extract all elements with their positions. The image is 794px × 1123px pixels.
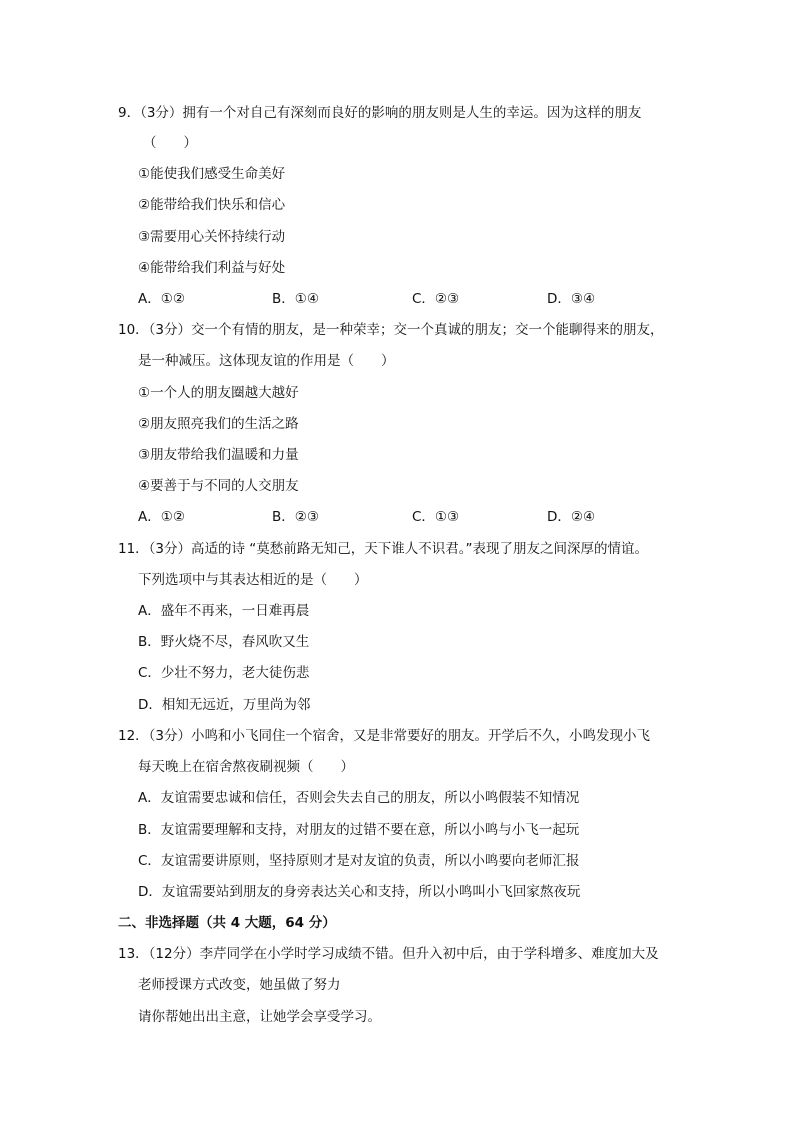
q10-item-4: ④要善于与不同的人交朋友 xyxy=(138,478,299,494)
q13-stem-line-1: 13．（12分）李芹同学在小学时学习成绩不错。但升入初中后，由于学科增多、难度加大及 xyxy=(118,946,659,962)
q11-option-c: C．少壮不努力，老大徒伤悲 xyxy=(138,665,310,681)
q12-stem-line-2: 每天晚上在宿舍熬夜刷视频（ ） xyxy=(138,759,354,775)
q9-option-b: B．①④ xyxy=(272,291,319,307)
q9-option-a: A．①② xyxy=(138,291,185,307)
q10-item-2: ②朋友照亮我们的生活之路 xyxy=(138,416,299,432)
q11-option-b: B．野火烧不尽，春风吹又生 xyxy=(138,634,310,650)
q13-stem-line-3: 请你帮她出出主意，让她学会享受学习。 xyxy=(138,1009,381,1025)
q10-stem-line-1: 10．（3分）交一个有情的朋友，是一种荣幸；交一个真诚的朋友；交一个能聊得来的朋友， xyxy=(118,322,664,338)
q9-stem-line-2: （ ） xyxy=(143,135,197,151)
q9-item-1: ①能使我们感受生命美好 xyxy=(138,166,286,182)
q11-stem-line-2: 下列选项中与其表达相近的是（ ） xyxy=(138,572,368,588)
q9-item-4: ④能带给我们利益与好处 xyxy=(138,260,286,276)
q11-option-a: A．盛年不再来，一日难再晨 xyxy=(138,603,310,619)
q12-stem-line-1: 12．（3分）小鸣和小飞同住一个宿舍，又是非常要好的朋友。开学后不久，小鸣发现小飞 xyxy=(118,728,651,744)
q9-item-2: ②能带给我们快乐和信心 xyxy=(138,197,286,213)
q9-option-c: C．②③ xyxy=(412,291,460,307)
q13-stem-line-2: 老师授课方式改变，她虽做了努力 xyxy=(138,977,341,993)
q9-stem-line-1: 9．（3分）拥有一个对自己有深刻而良好的影响的朋友则是人生的幸运。因为这样的朋友 xyxy=(118,105,642,121)
q10-option-a: A．①② xyxy=(138,509,185,525)
q11-option-d: D．相知无远近，万里尚为邻 xyxy=(138,697,311,713)
q12-option-d: D．友谊需要站到朋友的身旁表达关心和支持，所以小鸣叫小飞回家熬夜玩 xyxy=(138,884,581,900)
q10-item-3: ③朋友带给我们温暖和力量 xyxy=(138,447,299,463)
q12-option-b: B．友谊需要理解和支持，对朋友的过错不要在意，所以小鸣与小飞一起玩 xyxy=(138,822,580,838)
q9-item-3: ③需要用心关怀持续行动 xyxy=(138,229,286,245)
q11-stem-line-1: 11．（3分）高适的诗 “莫愁前路无知己，天下谁人不识君。”表现了朋友之间深厚的情谊。 xyxy=(118,541,649,557)
q10-option-b: B．②③ xyxy=(272,509,319,525)
q10-item-1: ①一个人的朋友圈越大越好 xyxy=(138,385,299,401)
q12-option-a: A．友谊需要忠诚和信任，否则会失去自己的朋友，所以小鸣假装不知情况 xyxy=(138,790,580,806)
section-2-title: 二、非选择题（共 4 大题，64 分） xyxy=(118,915,336,931)
q10-option-d: D．②④ xyxy=(547,509,596,525)
q10-option-c: C．①③ xyxy=(412,509,460,525)
q9-option-d: D．③④ xyxy=(547,291,596,307)
q12-option-c: C．友谊需要讲原则，坚持原则才是对友谊的负责，所以小鸣要向老师汇报 xyxy=(138,853,580,869)
q10-stem-line-2: 是一种减压。这体现友谊的作用是（ ） xyxy=(138,353,395,369)
